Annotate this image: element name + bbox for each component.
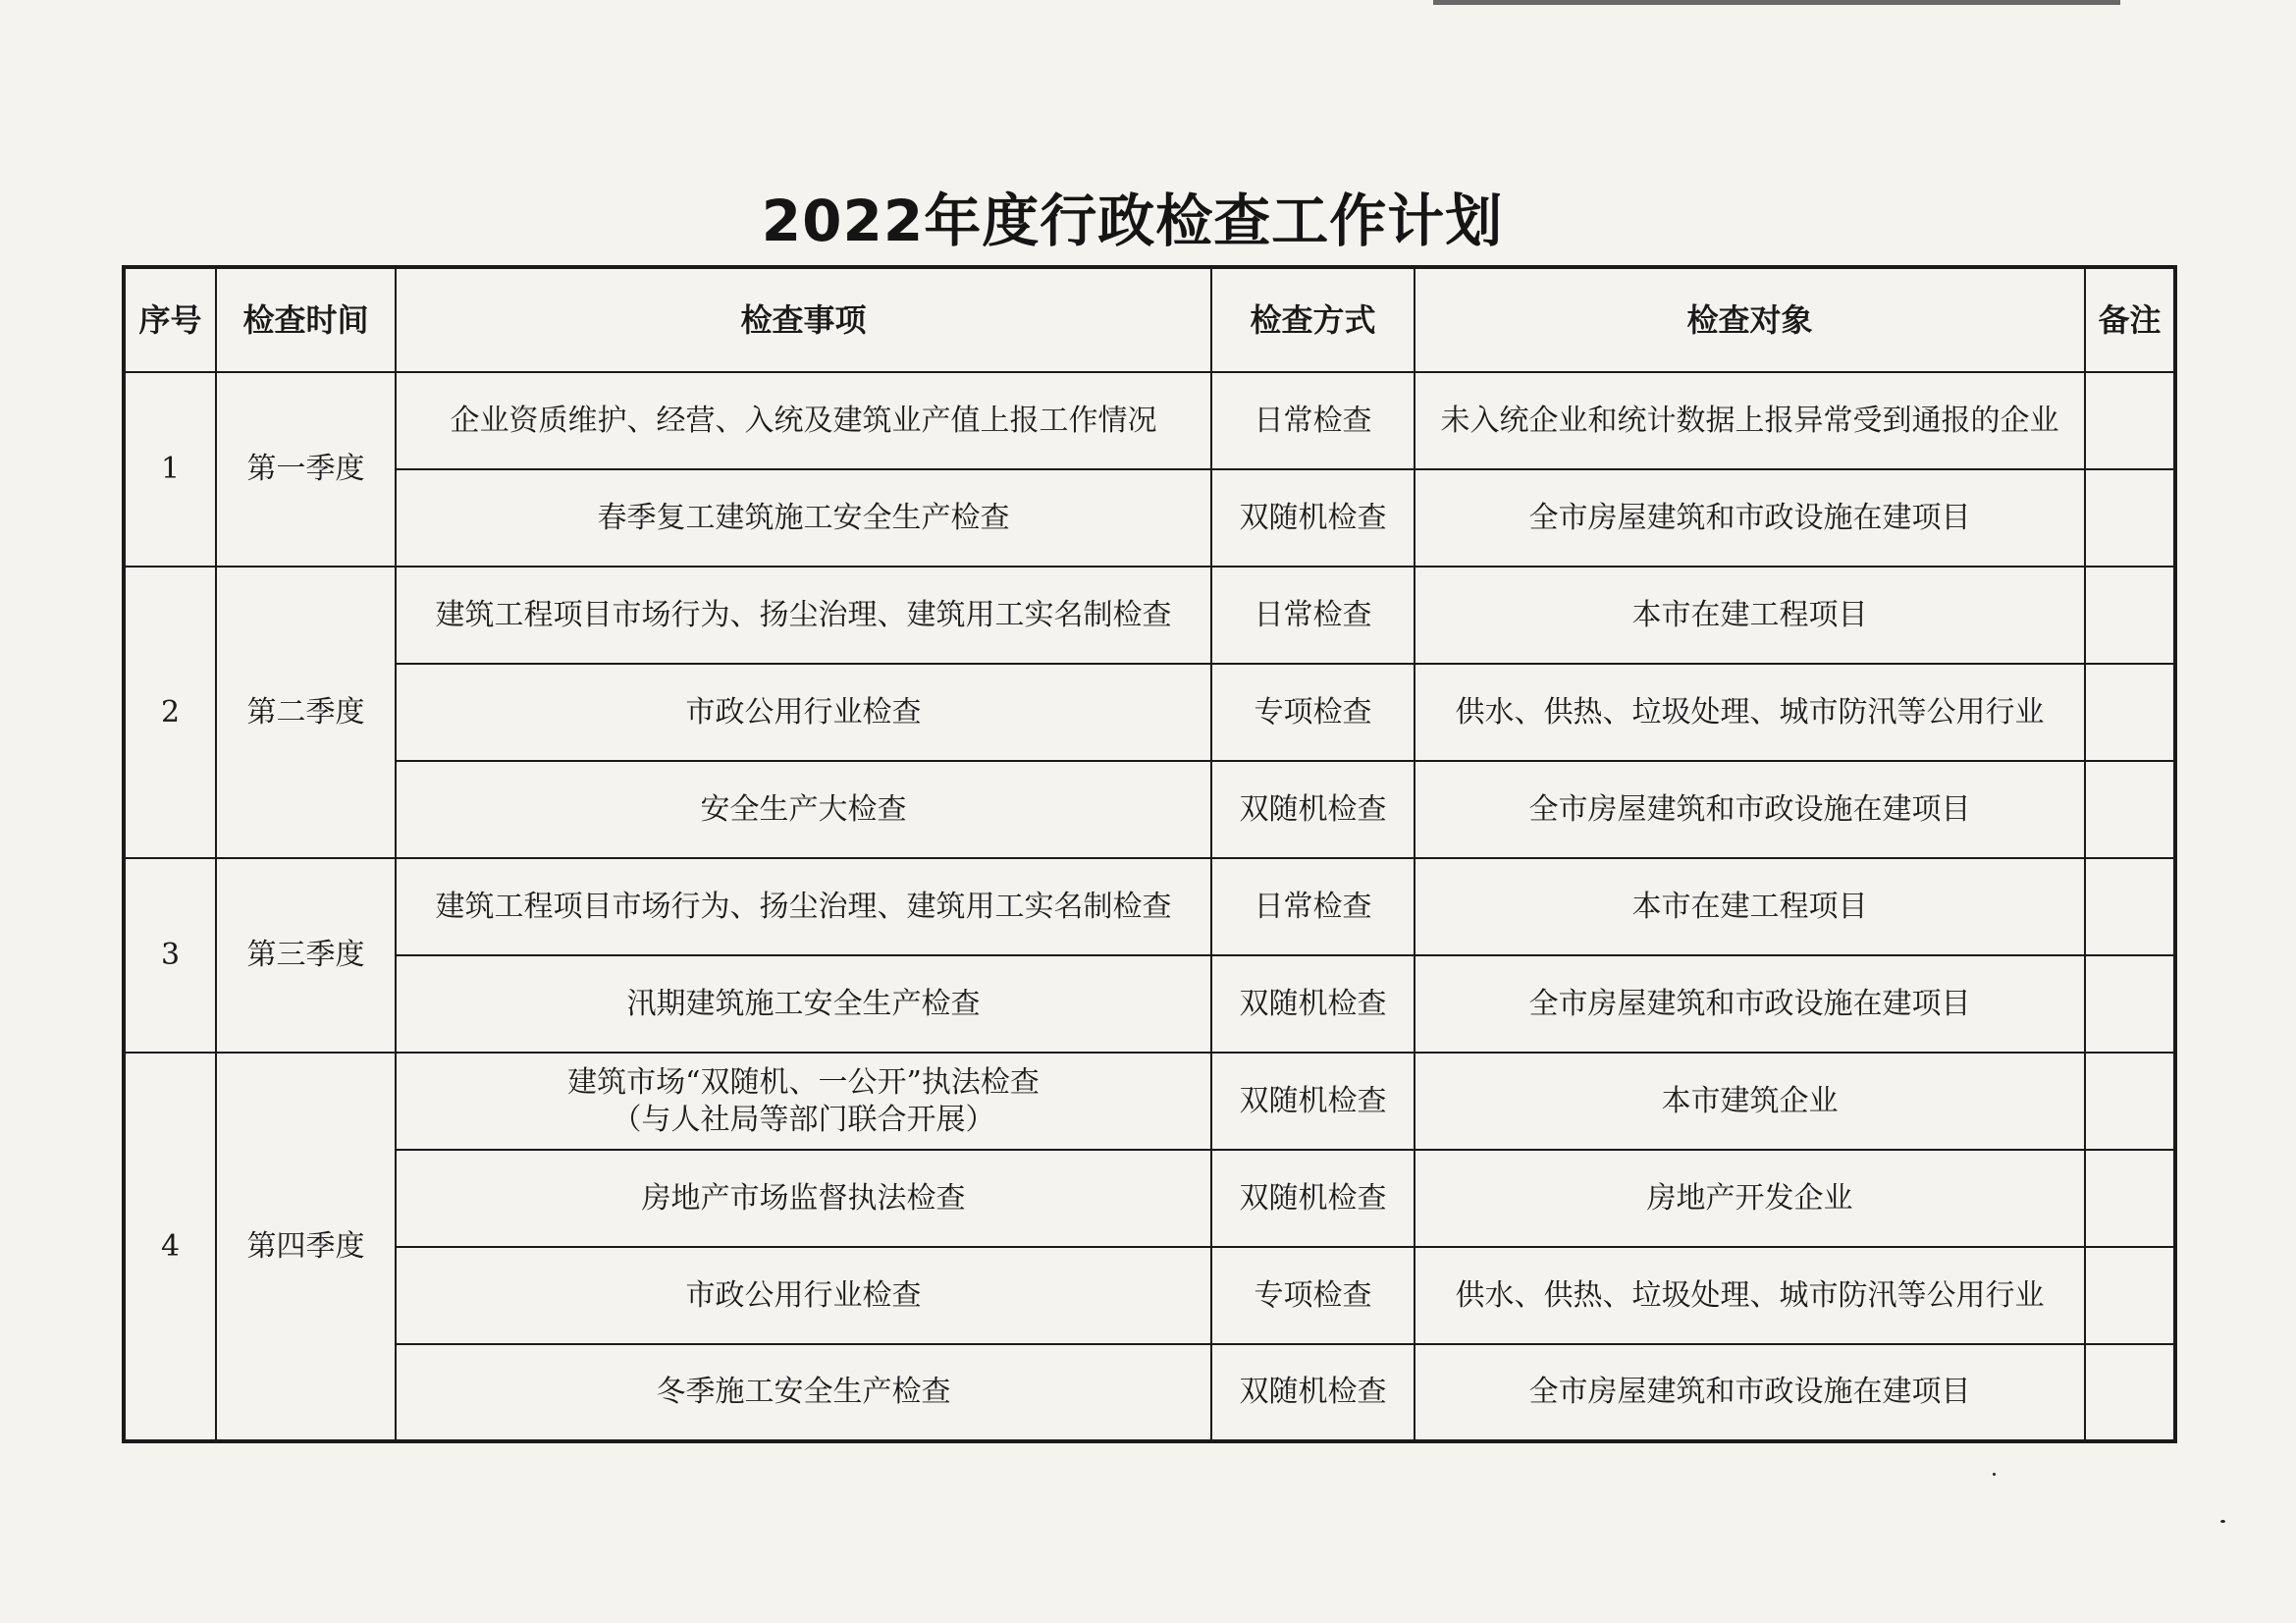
- seq-cell: 1: [124, 372, 216, 567]
- seq-cell: 2: [124, 567, 216, 858]
- target-cell: 供水、供热、垃圾处理、城市防汛等公用行业: [1415, 664, 2085, 761]
- table-row: [124, 858, 2175, 955]
- target-cell: 本市在建工程项目: [1415, 567, 2085, 664]
- header-method: 检查方式: [1211, 267, 1415, 372]
- table-row: [124, 1247, 2175, 1344]
- item-note: （与人社局等部门联合开展）: [612, 1102, 995, 1137]
- page-title: 2022年度行政检查工作计划: [761, 188, 1504, 254]
- method-cell: 双随机检查: [1211, 1344, 1415, 1441]
- header-item: 检查事项: [396, 267, 1211, 372]
- item-cell: 建筑工程项目市场行为、扬尘治理、建筑用工实名制检查: [396, 567, 1211, 664]
- table-row: [124, 761, 2175, 858]
- table-row: [124, 1344, 2175, 1441]
- quarter-cell: 第四季度: [216, 1053, 396, 1441]
- method-cell: 专项检查: [1211, 664, 1415, 761]
- item-cell: 汛期建筑施工安全生产检查: [396, 955, 1211, 1053]
- target-cell: 本市在建工程项目: [1415, 858, 2085, 955]
- item-cell: 冬季施工安全生产检查: [396, 1344, 1211, 1441]
- remark-cell: [2085, 1247, 2175, 1344]
- method-cell: 日常检查: [1211, 858, 1415, 955]
- remark-cell: [2085, 664, 2175, 761]
- method-cell: 双随机检查: [1211, 761, 1415, 858]
- table-row: [124, 664, 2175, 761]
- header-seq: 序号: [124, 267, 216, 372]
- method-cell: 日常检查: [1211, 372, 1415, 469]
- remark-cell: [2085, 469, 2175, 567]
- method-cell: 双随机检查: [1211, 1150, 1415, 1247]
- target-cell: 全市房屋建筑和市政设施在建项目: [1415, 469, 2085, 567]
- remark-cell: [2085, 1150, 2175, 1247]
- table-row: [124, 567, 2175, 664]
- item-cell: [396, 1053, 1211, 1150]
- remark-cell: [2085, 858, 2175, 955]
- remark-cell: [2085, 955, 2175, 1053]
- target-cell: 房地产开发企业: [1415, 1150, 2085, 1247]
- method-cell: 双随机检查: [1211, 955, 1415, 1053]
- header-remark: 备注: [2085, 267, 2175, 372]
- table-row: [124, 469, 2175, 567]
- inspection-plan-table: [122, 265, 2177, 1443]
- target-cell: 全市房屋建筑和市政设施在建项目: [1415, 955, 2085, 1053]
- header-target: 检查对象: [1415, 267, 2085, 372]
- table-row: [124, 372, 2175, 469]
- table-row: [124, 955, 2175, 1053]
- remark-cell: [2085, 567, 2175, 664]
- item-line: 建筑市场“双随机、一公开”执法检查: [567, 1065, 1040, 1100]
- target-cell: 供水、供热、垃圾处理、城市防汛等公用行业: [1415, 1247, 2085, 1344]
- remark-cell: [2085, 761, 2175, 858]
- seq-cell: 4: [124, 1053, 216, 1441]
- remark-cell: [2085, 1053, 2175, 1150]
- item-cell: 安全生产大检查: [396, 761, 1211, 858]
- item-cell: 市政公用行业检查: [396, 1247, 1211, 1344]
- item-cell: 企业资质维护、经营、入统及建筑业产值上报工作情况: [396, 372, 1211, 469]
- target-cell: 未入统企业和统计数据上报异常受到通报的企业: [1415, 372, 2085, 469]
- target-cell: 全市房屋建筑和市政设施在建项目: [1415, 1344, 2085, 1441]
- item-cell: 建筑工程项目市场行为、扬尘治理、建筑用工实名制检查: [396, 858, 1211, 955]
- target-cell: 本市建筑企业: [1415, 1053, 2085, 1150]
- quarter-cell: 第一季度: [216, 372, 396, 567]
- scan-edge-artifact: [1433, 0, 2120, 5]
- item-cell: 市政公用行业检查: [396, 664, 1211, 761]
- method-cell: 日常检查: [1211, 567, 1415, 664]
- remark-cell: [2085, 1344, 2175, 1441]
- quarter-cell: 第二季度: [216, 567, 396, 858]
- method-cell: 双随机检查: [1211, 469, 1415, 567]
- table-row: [124, 1150, 2175, 1247]
- header-time: 检查时间: [216, 267, 396, 372]
- table-header-row: [124, 267, 2175, 372]
- target-cell: 全市房屋建筑和市政设施在建项目: [1415, 761, 2085, 858]
- seq-cell: 3: [124, 858, 216, 1053]
- method-cell: 双随机检查: [1211, 1053, 1415, 1150]
- item-cell: 春季复工建筑施工安全生产检查: [396, 469, 1211, 567]
- table-row: [124, 1053, 2175, 1150]
- remark-cell: [2085, 372, 2175, 469]
- scan-speck: [1993, 1473, 1996, 1476]
- scan-speck: [2220, 1520, 2225, 1523]
- quarter-cell: 第三季度: [216, 858, 396, 1053]
- item-cell: 房地产市场监督执法检查: [396, 1150, 1211, 1247]
- method-cell: 专项检查: [1211, 1247, 1415, 1344]
